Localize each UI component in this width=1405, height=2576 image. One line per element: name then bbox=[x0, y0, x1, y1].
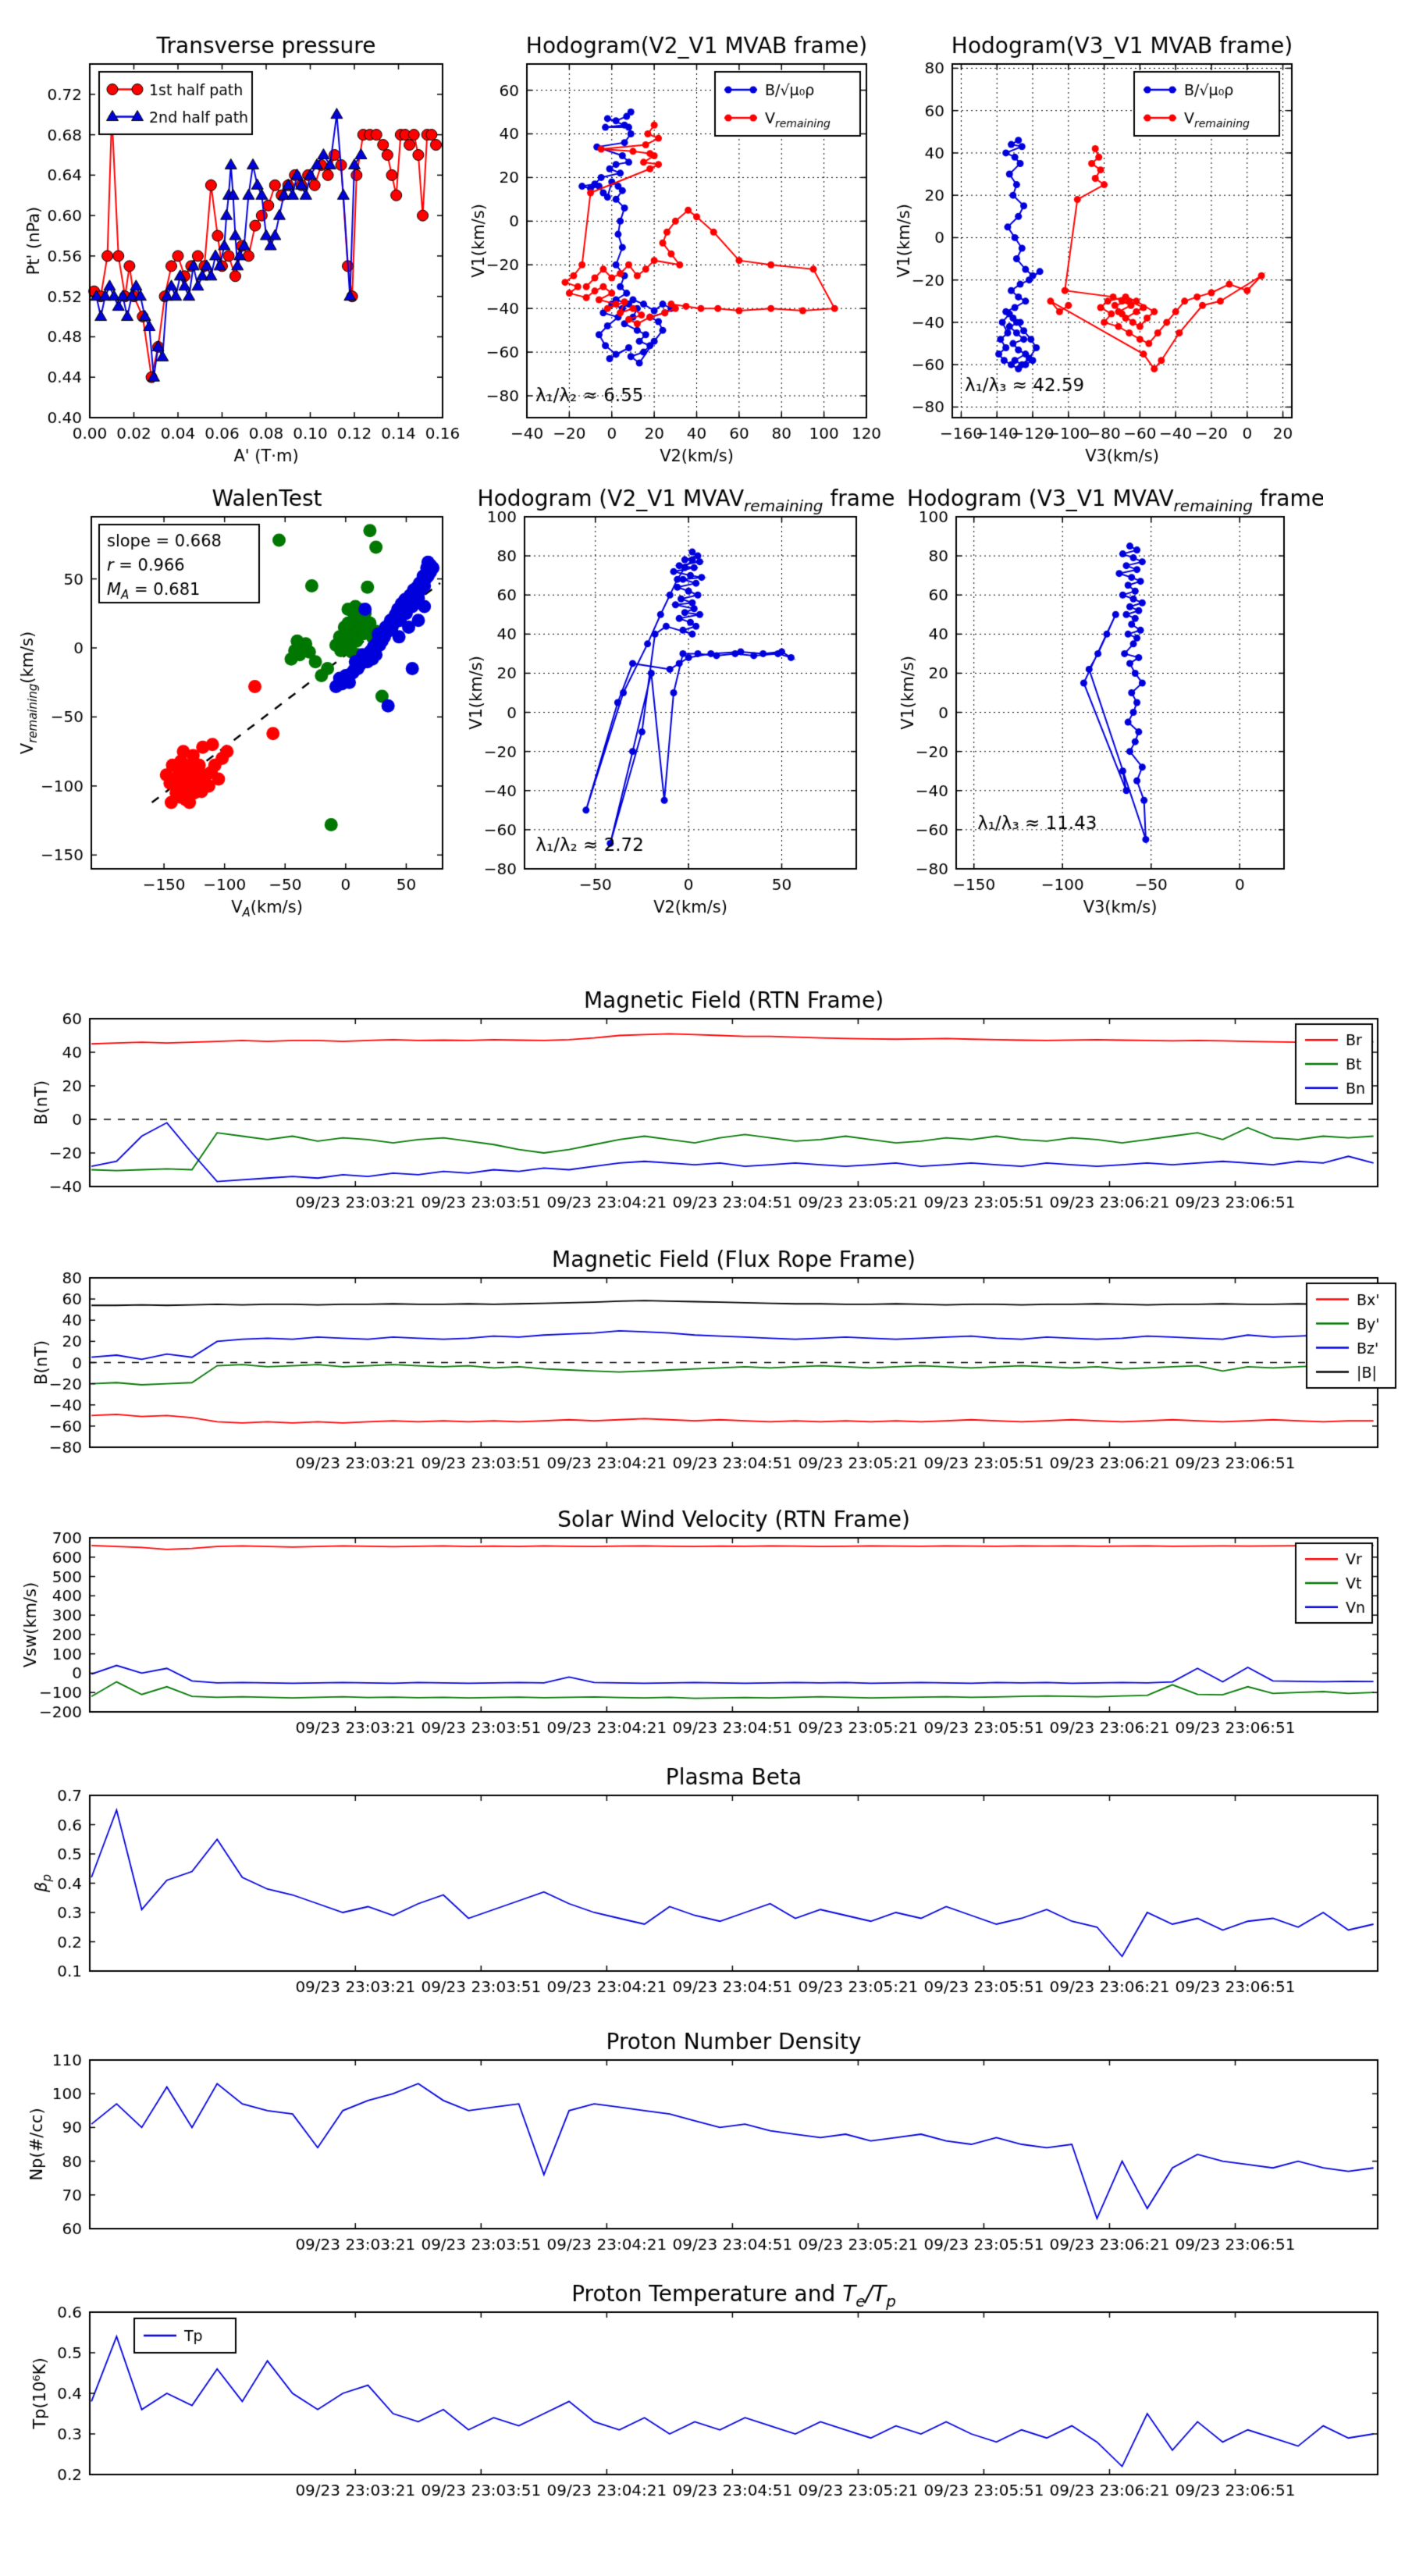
panel-solar-wind-velocity bbox=[2, 1493, 1405, 1763]
panel-hodogram-v2v1-mvav bbox=[437, 471, 895, 920]
panel-walen-test bbox=[4, 471, 482, 920]
panel-transverse-pressure bbox=[2, 19, 482, 469]
panel-proton-temperature bbox=[2, 2267, 1405, 2526]
panel-hodogram-v2v1-mvab bbox=[439, 19, 905, 469]
panel-hodogram-v3v1-mvab bbox=[865, 19, 1331, 469]
panel-mag-field-rtn bbox=[2, 973, 1405, 1238]
panel-proton-density bbox=[2, 2015, 1405, 2280]
panel-hodogram-v3v1-mvav bbox=[869, 471, 1323, 920]
panel-plasma-beta bbox=[2, 1750, 1405, 2023]
panel-mag-field-fluxrope bbox=[2, 1233, 1405, 1499]
